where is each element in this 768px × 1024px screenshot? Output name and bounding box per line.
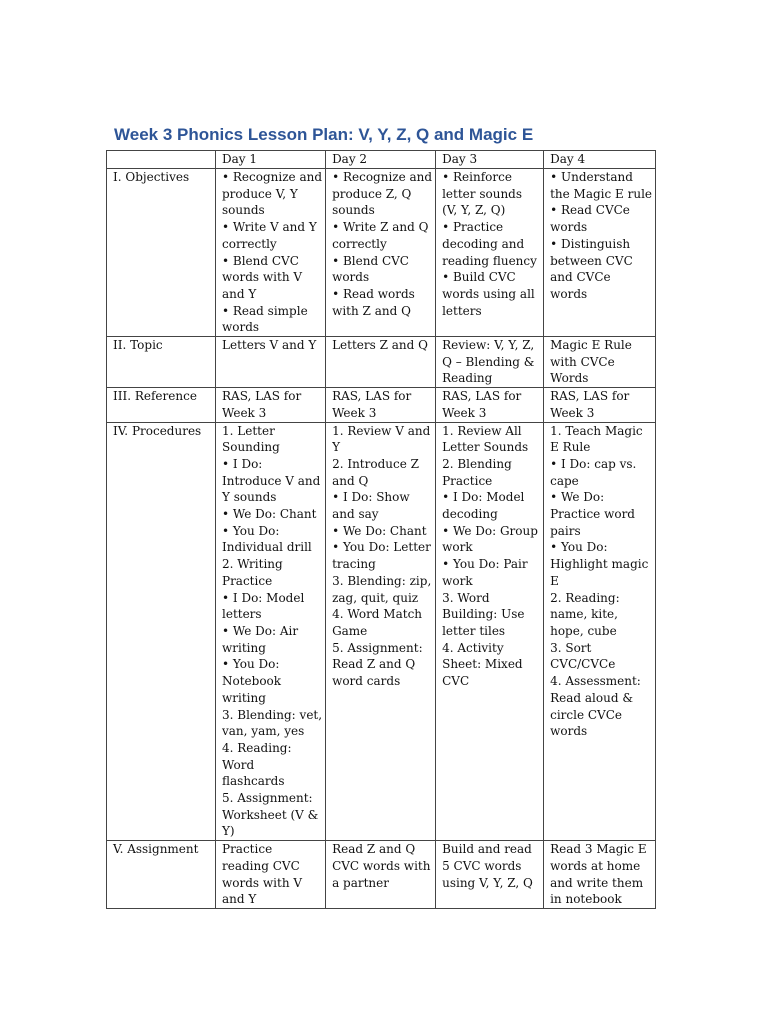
table-header-row: [107, 151, 656, 169]
cell-text-line: • I Do: cap vs.: [550, 456, 637, 471]
header-day-cell: [544, 151, 656, 169]
cell-text-line: Sounding: [222, 440, 280, 455]
cell-text-line: decoding: [442, 507, 498, 522]
cell-text-line: flashcards: [222, 774, 285, 789]
cell-text-line: Y: [332, 440, 340, 455]
cell-text-line: • Recognize and: [332, 170, 433, 184]
cell-text-line: Practice: [442, 473, 493, 488]
cell-text-line: • Read words: [332, 286, 415, 301]
cell-text-line: Notebook: [222, 674, 282, 689]
cell-text-line: • Blend CVC: [222, 253, 299, 268]
table-cell: [544, 337, 656, 388]
row-label-cell: [107, 422, 216, 841]
cell-text-line: 5. Assignment:: [222, 791, 313, 806]
cell-text-line: Letters V and Y: [222, 338, 317, 353]
cell-text-line: 3. Word: [442, 590, 490, 605]
row-label: III. Reference: [113, 389, 197, 404]
lesson-plan-table: [106, 150, 656, 909]
cell-text-line: in notebook: [550, 892, 622, 907]
cell-text-line: and Q: [332, 473, 369, 488]
cell-text-line: produce Z, Q: [332, 186, 412, 201]
cell-text-line: • You Do: Pair: [442, 557, 528, 572]
cell-text-line: correctly: [332, 236, 387, 251]
cell-text-line: using V, Y, Z, Q: [442, 875, 533, 890]
cell-text-line: 1. Teach Magic: [550, 423, 643, 438]
table-body: [107, 151, 656, 909]
table-cell: [326, 337, 436, 388]
cell-text-line: words: [550, 220, 588, 235]
cell-text-line: and say: [332, 507, 379, 522]
row-label: II. Topic: [113, 338, 163, 353]
table-cell: [436, 169, 544, 337]
cell-text-line: words: [222, 320, 260, 335]
cell-text-line: Sheet: Mixed: [442, 657, 523, 672]
cell-text-line: tracing: [332, 557, 376, 572]
table-row: [107, 422, 656, 841]
table-cell: [436, 337, 544, 388]
table-cell: [544, 841, 656, 909]
cell-text-line: • Practice: [442, 220, 504, 235]
table-cell: [326, 388, 436, 422]
cell-text-line: words: [550, 724, 588, 739]
cell-text-line: words: [550, 286, 588, 301]
cell-text-line: • You Do:: [222, 657, 280, 672]
table-cell: [216, 841, 326, 909]
cell-text-line: and Y: [222, 286, 257, 301]
cell-text-line: Reading: [442, 371, 493, 386]
header-day-cell: [326, 151, 436, 169]
table-cell: [544, 422, 656, 841]
cell-text-line: reading CVC: [222, 858, 300, 873]
cell-text-line: letters: [222, 607, 262, 622]
cell-text-line: the Magic E rule: [550, 186, 653, 201]
cell-text-line: • I Do:: [222, 456, 263, 471]
cell-text-line: with CVCe: [550, 354, 615, 369]
table-cell: [436, 422, 544, 841]
cell-text-line: zag, quit, quiz: [332, 590, 419, 605]
cell-text-line: with Z and Q: [332, 303, 411, 318]
table-cell: [216, 169, 326, 337]
cell-text-line: • Distinguish: [550, 236, 631, 251]
cell-text-line: word cards: [332, 674, 401, 689]
cell-text-line: CVC words with: [332, 858, 431, 873]
header-day-cell: [436, 151, 544, 169]
table-cell: [436, 388, 544, 422]
cell-text-line: • You Do:: [550, 540, 608, 555]
header-corner-cell: [107, 151, 216, 169]
cell-text-line: 5. Assignment:: [332, 640, 423, 655]
page-title: Week 3 Phonics Lesson Plan: V, Y, Z, Q and Magic E: [114, 125, 534, 144]
cell-text-line: 2. Writing: [222, 557, 283, 572]
cell-text-line: 4. Activity: [442, 640, 504, 655]
cell-text-line: • We Do:: [550, 490, 605, 505]
cell-text-line: • I Do: Show: [332, 490, 410, 505]
cell-text-line: decoding and: [442, 236, 525, 251]
cell-text-line: words with V: [222, 270, 303, 285]
cell-text-line: work: [442, 540, 473, 555]
cell-text-line: • Write V and Y: [222, 220, 317, 235]
cell-text-line: • We Do: Chant: [222, 507, 317, 522]
cell-text-line: • Reinforce: [442, 170, 512, 184]
cell-text-line: • Understand: [550, 170, 633, 184]
cell-text-line: Read Z and Q: [332, 842, 416, 857]
table-cell: [436, 841, 544, 909]
cell-text-line: correctly: [222, 236, 277, 251]
cell-text-line: RAS, LAS for: [222, 389, 302, 404]
cell-text-line: words: [332, 270, 370, 285]
cell-text-line: Practice: [222, 842, 273, 857]
table-row: [107, 337, 656, 388]
cell-text-line: Build and read: [442, 842, 532, 857]
cell-text-line: 1. Review All: [442, 423, 522, 438]
cell-text-line: reading fluency: [442, 253, 537, 268]
cell-text-line: • Read CVCe: [550, 203, 630, 218]
cell-text-line: • I Do: Model: [222, 590, 305, 605]
cell-text-line: • Build CVC: [442, 270, 516, 285]
row-label: IV. Procedures: [113, 423, 202, 438]
cell-text-line: sounds: [222, 203, 265, 218]
cell-text-line: Week 3: [222, 405, 267, 420]
cell-text-line: 1. Letter: [222, 423, 275, 438]
table-cell: [216, 388, 326, 422]
cell-text-line: 4. Reading:: [222, 740, 292, 755]
table-cell: [326, 169, 436, 337]
cell-text-line: RAS, LAS for: [442, 389, 522, 404]
cell-text-line: Read Z and Q: [332, 657, 416, 672]
cell-text-line: Word: [222, 757, 255, 772]
cell-text-line: (V, Y, Z, Q): [442, 203, 506, 218]
cell-text-line: words with V: [222, 875, 303, 890]
table-cell: [326, 422, 436, 841]
table-cell: [544, 388, 656, 422]
row-label: I. Objectives: [113, 170, 190, 184]
cell-text-line: E: [550, 573, 559, 588]
header-label: Day 1: [222, 152, 258, 166]
cell-text-line: pairs: [550, 523, 581, 538]
cell-text-line: RAS, LAS for: [550, 389, 630, 404]
cell-text-line: 2. Introduce Z: [332, 456, 419, 471]
cell-text-line: letter tiles: [442, 623, 506, 638]
table-cell: [544, 169, 656, 337]
cell-text-line: E Rule: [550, 440, 591, 455]
row-label-cell: [107, 169, 216, 337]
cell-text-line: Read aloud &: [550, 690, 634, 705]
cell-text-line: letter sounds: [442, 186, 523, 201]
cell-text-line: • I Do: Model: [442, 490, 525, 505]
table-row: [107, 841, 656, 909]
cell-text-line: Week 3: [332, 405, 377, 420]
cell-text-line: • We Do: Air: [222, 623, 299, 638]
cell-text-line: Magic E Rule: [550, 338, 632, 353]
cell-text-line: Practice: [222, 573, 273, 588]
table-cell: [326, 841, 436, 909]
cell-text-line: hope, cube: [550, 623, 617, 638]
cell-text-line: 4. Assessment:: [550, 674, 641, 689]
cell-text-line: 2. Reading:: [550, 590, 620, 605]
header-day-cell: [216, 151, 326, 169]
cell-text-line: RAS, LAS for: [332, 389, 412, 404]
cell-text-line: • Read simple: [222, 303, 308, 318]
row-label-cell: [107, 388, 216, 422]
cell-text-line: Letters Z and Q: [332, 338, 428, 353]
cell-text-line: words at home: [550, 858, 641, 873]
cell-text-line: cape: [550, 473, 579, 488]
header-label: Day 4: [550, 152, 586, 166]
cell-text-line: Individual drill: [222, 540, 312, 555]
cell-text-line: 3. Sort: [550, 640, 592, 655]
cell-text-line: work: [442, 573, 473, 588]
cell-text-line: Words: [550, 371, 589, 386]
cell-text-line: Game: [332, 623, 368, 638]
cell-text-line: Read 3 Magic E: [550, 842, 647, 857]
cell-text-line: • You Do: Letter: [332, 540, 431, 555]
cell-text-line: 5 CVC words: [442, 858, 522, 873]
cell-text-line: Practice word: [550, 507, 635, 522]
header-label: Day 2: [332, 152, 368, 166]
table-row: [107, 388, 656, 422]
cell-text-line: Building: Use: [442, 607, 525, 622]
cell-text-line: • We Do: Group: [442, 523, 538, 538]
cell-text-line: a partner: [332, 875, 389, 890]
table-cell: [216, 422, 326, 841]
cell-text-line: • Write Z and Q: [332, 220, 429, 235]
cell-text-line: Letter Sounds: [442, 440, 529, 455]
cell-text-line: Week 3: [442, 405, 487, 420]
row-label: V. Assignment: [113, 842, 199, 857]
cell-text-line: 3. Blending: vet,: [222, 707, 323, 722]
cell-text-line: Worksheet (V &: [222, 807, 319, 822]
cell-text-line: • You Do:: [222, 523, 280, 538]
cell-text-line: words using all: [442, 286, 535, 301]
header-label: Day 3: [442, 152, 478, 166]
cell-text-line: CVC/CVCe: [550, 657, 616, 672]
cell-text-line: Highlight magic: [550, 557, 649, 572]
cell-text-line: 2. Blending: [442, 456, 512, 471]
table-cell: [216, 337, 326, 388]
cell-text-line: 1. Review V and: [332, 423, 431, 438]
row-label-cell: [107, 337, 216, 388]
cell-text-line: between CVC: [550, 253, 633, 268]
cell-text-line: and write them: [550, 875, 644, 890]
table-row: [107, 169, 656, 337]
cell-text-line: Introduce V and: [222, 473, 321, 488]
cell-text-line: Week 3: [550, 405, 595, 420]
cell-text-line: CVC: [442, 674, 470, 689]
cell-text-line: and CVCe: [550, 270, 611, 285]
cell-text-line: and Y: [222, 892, 257, 907]
cell-text-line: Review: V, Y, Z,: [442, 338, 535, 353]
cell-text-line: name, kite,: [550, 607, 618, 622]
cell-text-line: Y sounds: [222, 490, 277, 505]
cell-text-line: • Blend CVC: [332, 253, 409, 268]
cell-text-line: 3. Blending: zip,: [332, 573, 432, 588]
cell-text-line: circle CVCe: [550, 707, 622, 722]
row-label-cell: [107, 841, 216, 909]
cell-text-line: • Recognize and: [222, 170, 323, 184]
cell-text-line: Q – Blending &: [442, 354, 535, 369]
cell-text-line: letters: [442, 303, 482, 318]
cell-text-line: sounds: [332, 203, 375, 218]
cell-text-line: writing: [222, 690, 266, 705]
cell-text-line: writing: [222, 640, 266, 655]
cell-text-line: produce V, Y: [222, 186, 298, 201]
cell-text-line: • We Do: Chant: [332, 523, 427, 538]
cell-text-line: van, yam, yes: [222, 724, 305, 739]
cell-text-line: Y): [222, 824, 235, 839]
cell-text-line: 4. Word Match: [332, 607, 423, 622]
